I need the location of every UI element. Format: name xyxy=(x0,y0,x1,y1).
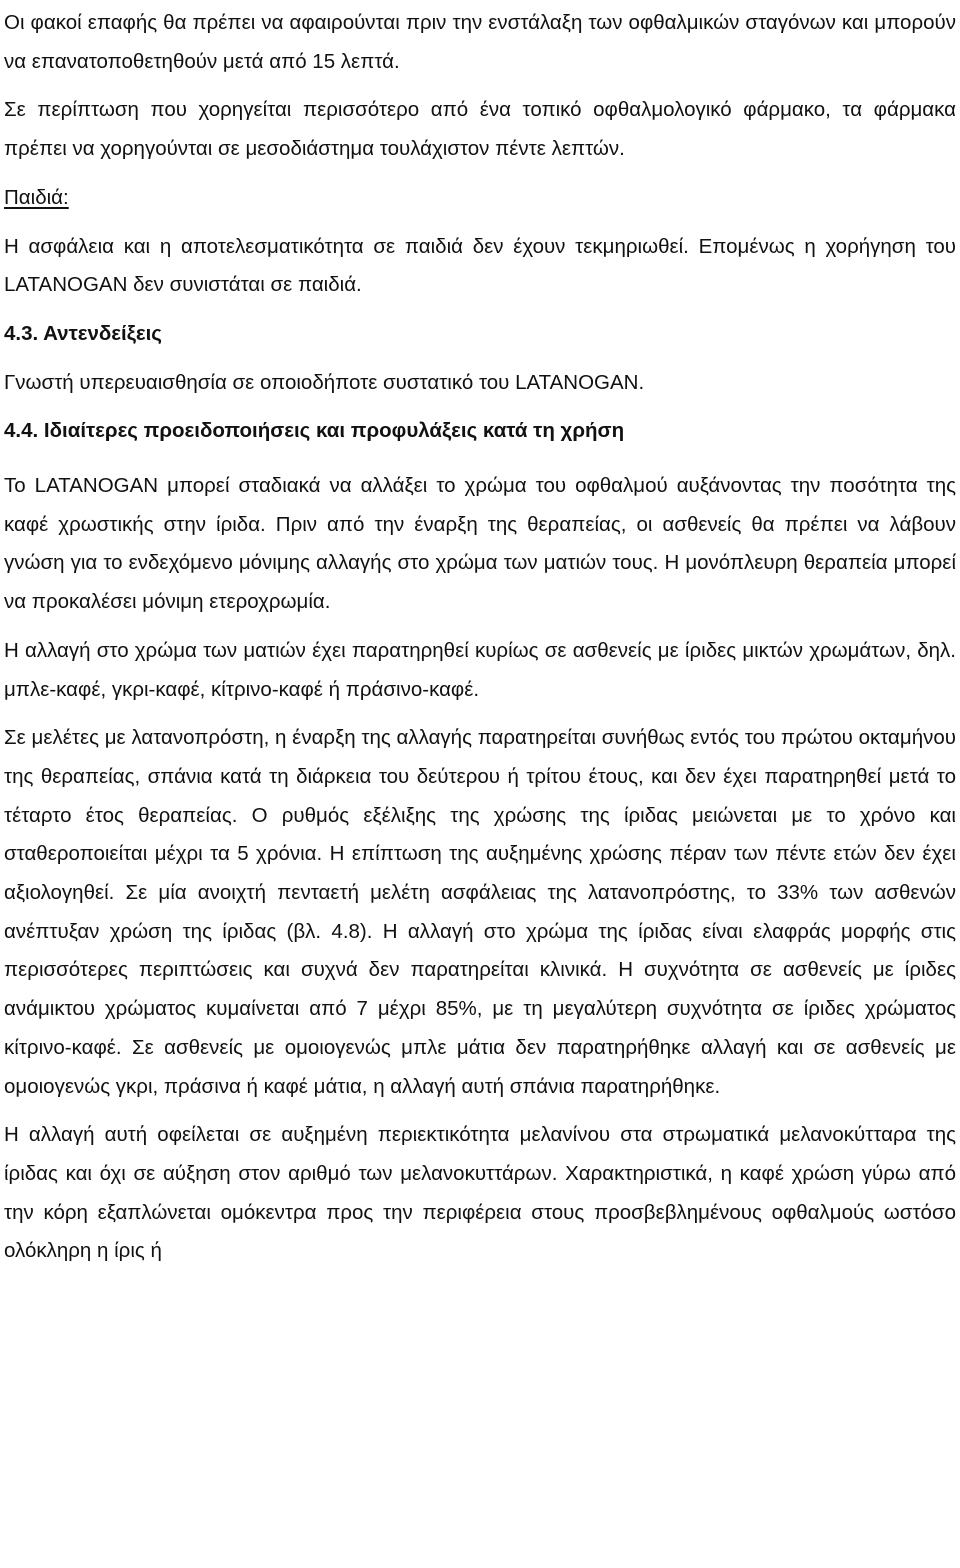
paragraph-latanoprost-studies: Σε μελέτες με λατανοπρόστη, η έναρξη της αλλαγής παρατηρείται συνήθως εντός του πρώτου οκταμήνου της θεραπείας, σπάνια κατά τη διάρκεια του δεύτερου ή τρίτου έτους, και δεν έχει παρατηρηθεί μετά το τέταρτο έτος θεραπείας. Ο ρυθμός εξέλιξης της χρώσης της ίριδας μειώνεται με το χρόνο και σταθεροποιείται μέχρι τα 5 χρόνια. Η επίπτωση της αυξημένης χρώσης πέραν των πέντε ετών δεν έχει αξιολογηθεί. Σε μία ανοιχτή πενταετή μελέτη ασφάλειας της λατανοπρόστης, το 33% των ασθενών ανέπτυξαν χρώση της ίριδας (βλ. 4.8). Η αλλαγή στο χρώμα της ίριδας είναι ελαφράς μορφής στις περισσότερες περιπτώσεις και συχνά δεν παρατηρείται κλινικά. Η συχνότητα σε ασθενείς με ίριδες ανάμικτου χρώματος κυμαίνεται από 7 μέχρι 85%, με τη μεγαλύτερη συχνότητα σε ίριδες χρώματος κίτρινο-καφέ. Σε ασθενείς με ομοιογενώς μπλε μάτια δεν παρατηρήθηκε αλλαγή και σε ασθενείς με ομοιογενώς γκρι, πράσινα ή καφέ μάτια, η αλλαγή αυτή σπάνια παρατηρήθηκε. xyxy=(4,726,956,1098)
paragraph-children: Η ασφάλεια και η αποτελεσματικότητα σε παιδιά δεν έχουν τεκμηριωθεί. Επομένως η χορήγηση του LATANOGAN δεν συνιστάται σε παιδιά. xyxy=(4,234,956,297)
paragraph-mixed-iris: Η αλλαγή στο χρώμα των ματιών έχει παρατηρηθεί κυρίως σε ασθενείς με ίριδες μικτών χρωμάτων, δηλ. μπλε-καφέ, γκρι-καφέ, κίτρινο-καφέ ή πράσινο-καφέ. xyxy=(4,638,956,701)
paragraph-eye-color-change: Το LATANOGAN μπορεί σταδιακά να αλλάξει το χρώμα του οφθαλμού αυξάνοντας την ποσότητα της καφέ χρωστικής στην ίριδα. Πριν από την έναρξη της θεραπείας, οι ασθενείς θα πρέπει να λάβουν γνώση για το ενδεχόμενο μόνιμης αλλαγής στο χρώμα των ματιών τους. Η μονόπλευρη θεραπεία μπορεί να προκαλέσει μόνιμη ετεροχρωμία. xyxy=(4,474,956,614)
children-label xyxy=(4,179,956,218)
children-label-text: Παιδιά: xyxy=(4,185,69,209)
section-heading-contraindications: 4.3. Αντενδείξεις xyxy=(4,321,162,345)
paragraph-hypersensitivity: Γνωστή υπερευαισθησία σε οποιοδήποτε συστατικό του LATANOGAN. xyxy=(4,370,645,394)
section-heading-warnings: 4.4. Ιδιαίτερες προειδοποιήσεις και προφυλάξεις κατά τη χρήση xyxy=(4,419,625,443)
paragraph-contact-lenses: Οι φακοί επαφής θα πρέπει να αφαιρούνται πριν την ενστάλαξη των οφθαλμικών σταγόνων και μπορούν να επανατοποθετηθούν μετά από 15 λεπτά. xyxy=(4,11,956,73)
paragraph-melanin: Η αλλαγή αυτή οφείλεται σε αυξημένη περιεκτικότητα μελανίνου στα στρωματικά μελανοκύτταρα της ίριδας και όχι σε αύξηση στον αριθμό των μελανοκυττάρων. Χαρακτηριστικά, η καφέ χρώση γύρω από την κόρη εξαπλώνεται ομόκεντρα προς την περιφέρεια στους προσβεβλημένους οφθαλμούς ωστόσο ολόκληρη η ίρις ή xyxy=(4,1123,956,1263)
paragraph-multiple-drugs: Σε περίπτωση που χορηγείται περισσότερο από ένα τοπικό οφθαλμολογικό φάρμακο, τα φάρμακα πρέπει να χορηγούνται σε μεσοδιάστημα τουλάχιστον πέντε λεπτών. xyxy=(4,98,956,161)
document-page xyxy=(4,4,956,1271)
